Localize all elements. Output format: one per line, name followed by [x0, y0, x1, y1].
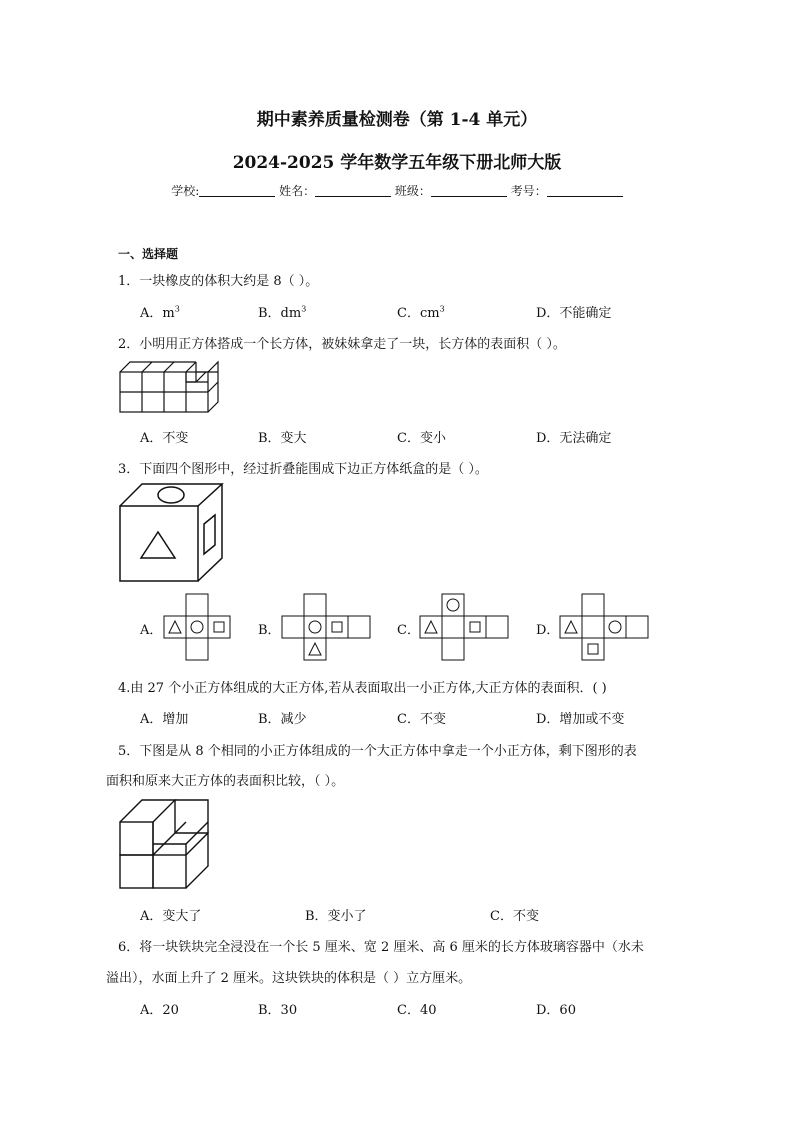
q1-option-b-sup: 3	[301, 304, 307, 314]
q1-option-c-sup: 3	[439, 304, 445, 314]
q6-option-b[interactable]: B．30	[258, 1003, 298, 1018]
q2-option-a[interactable]: A．不变	[140, 431, 189, 446]
q1-option-c[interactable]	[397, 302, 445, 321]
question-6-stem-line1: 6．将一块铁块完全浸没在一个长 5 厘米、宽 2 厘米、高 6 厘米的长方体玻璃容器中（水未	[118, 940, 644, 955]
q3-net-d	[560, 594, 652, 660]
q1-option-c-text: C．cm	[397, 306, 440, 321]
q2-cuboid-figure	[120, 360, 230, 416]
q5-cube-figure	[120, 800, 212, 892]
q4-option-b[interactable]: B．减少	[258, 712, 307, 727]
q2-option-b[interactable]: B．变大	[258, 431, 307, 446]
student-info-line	[0, 182, 794, 199]
class-blank[interactable]	[431, 184, 507, 197]
section-heading: 一、选择题	[118, 247, 179, 261]
q6-option-a[interactable]: A．20	[140, 1003, 179, 1018]
q4-option-a[interactable]: A．增加	[140, 712, 189, 727]
name-blank[interactable]	[315, 184, 391, 197]
q3-option-a[interactable]: A．	[140, 623, 163, 638]
question-5-stem-line2: 面积和原来大正方体的表面积比较，（ ）。	[106, 774, 345, 789]
q1-option-a[interactable]	[140, 302, 180, 321]
school-label: 学校:	[171, 184, 200, 198]
class-label: 班级：	[394, 184, 431, 198]
name-label: 姓名：	[279, 184, 316, 198]
q4-option-c[interactable]: C．不变	[397, 712, 446, 727]
q5-option-b[interactable]: B．变小了	[305, 909, 367, 924]
q5-option-a[interactable]: A．变大了	[140, 909, 202, 924]
q2-option-c[interactable]: C．变小	[397, 431, 446, 446]
exam-no-label: 考号：	[510, 184, 547, 198]
question-5-stem-line1: 5．下图是从 8 个相同的小正方体组成的一个大正方体中拿走一个小正方体，剩下图形的表	[118, 744, 637, 759]
q1-option-a-sup: 3	[174, 304, 180, 314]
q5-option-c[interactable]: C．不变	[490, 909, 539, 924]
q1-option-b[interactable]	[258, 302, 306, 321]
page-subtitle: 2024-2025 学年数学五年级下册北师大版	[232, 153, 562, 173]
question-1-stem: 1．一块橡皮的体积大约是 8（ ）。	[118, 274, 319, 289]
q2-option-d[interactable]: D．无法确定	[536, 431, 612, 446]
q6-option-c[interactable]: C．40	[397, 1003, 437, 1018]
q4-option-d[interactable]: D．增加或不变	[536, 712, 625, 727]
q3-option-c[interactable]: C．	[397, 623, 420, 638]
q6-option-d[interactable]: D．60	[536, 1003, 576, 1018]
exam-no-blank[interactable]	[547, 184, 623, 197]
q3-net-c	[420, 594, 512, 660]
q1-option-b-text: B．dm	[258, 306, 302, 321]
question-6-stem-line2: 溢出），水面上升了 2 厘米。这块铁块的体积是（ ）立方厘米。	[106, 971, 472, 986]
school-blank[interactable]	[199, 184, 275, 197]
q1-option-a-text: A．m	[140, 306, 175, 321]
q3-cube-figure	[120, 484, 224, 584]
question-2-stem: 2．小明用正方体搭成一个长方体，被妹妹拿走了一块，长方体的表面积（ ）。	[118, 337, 566, 352]
q1-option-d[interactable]: D．不能确定	[536, 306, 612, 321]
q3-option-d[interactable]: D．	[536, 623, 560, 638]
question-3-stem: 3．下面四个图形中，经过折叠能围成下边正方体纸盒的是（ ）。	[118, 462, 488, 477]
q3-option-b[interactable]: B．	[258, 623, 281, 638]
q3-net-a-extra	[208, 616, 232, 638]
q3-net-b	[282, 594, 374, 660]
question-4-stem: 4.由 27 个小正方体组成的大正方体,若从表面取出一小正方体,大正方体的表面积．( )	[118, 681, 607, 696]
page-title: 期中素养质量检测卷（第 1-4 单元）	[256, 110, 538, 130]
